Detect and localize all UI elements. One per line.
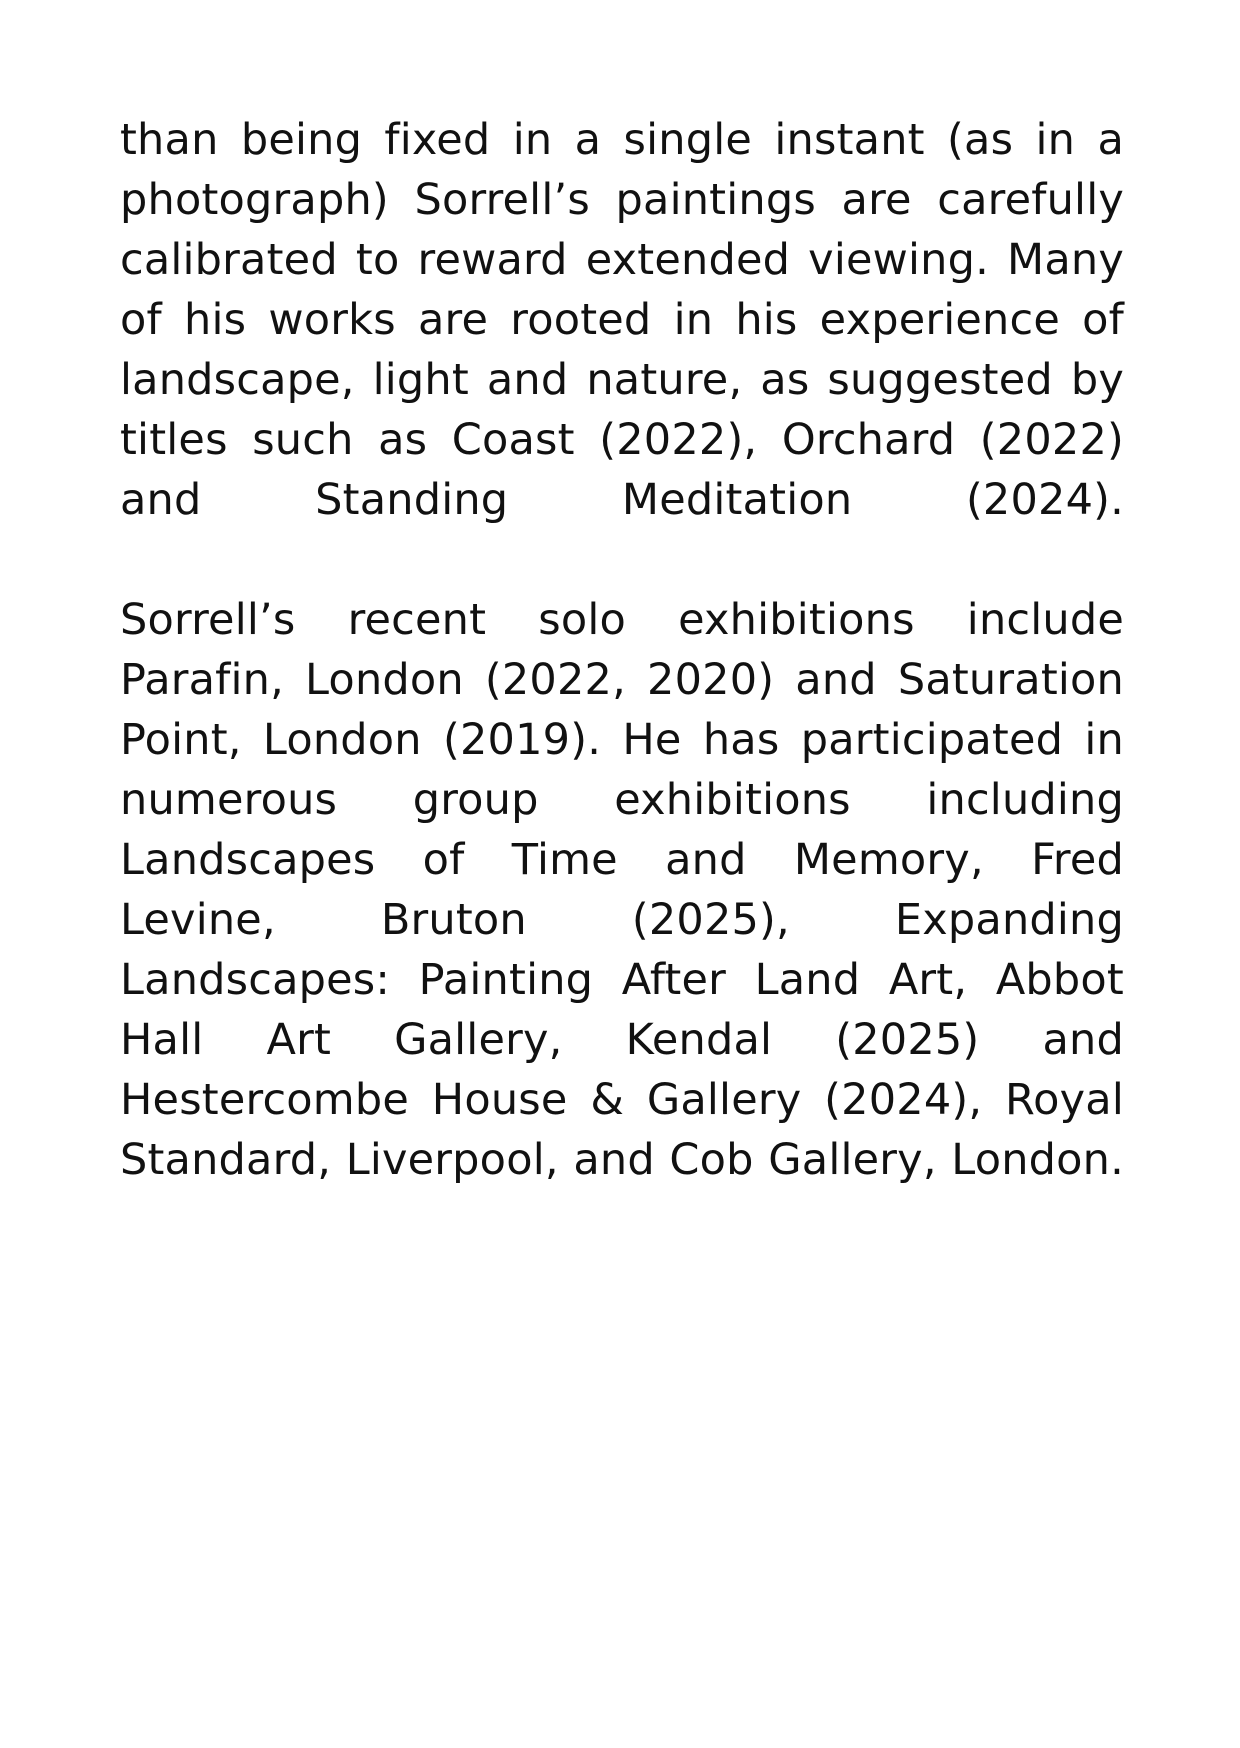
paragraph-exhibitions: Sorrell’s recent solo exhibitions include Parafin, London (2022, 2020) and Saturation Point, London (2019). He has participated in numerous group exhibitions including Landscapes of Time and Memory, Fred Levine, Bruton (2025), Expanding Landscapes: Painting After Land Art, Abbot Hall Art Gallery, Kendal (2025) and Hestercombe House & Gallery (2024), Royal Standard, Liverpool, and Cob Gallery, London.	[120, 595, 1124, 1185]
body-text	[120, 110, 1124, 1190]
paragraph-artist-practice: than being fixed in a single instant (as in a photograph) Sorrell’s paintings are carefully calibrated to reward extended viewing. Many of his works are rooted in his experience of landscape, light and nature, as suggested by titles such as Coast (2022), Orchard (2022) and Standing Meditation (2024).	[120, 115, 1124, 525]
